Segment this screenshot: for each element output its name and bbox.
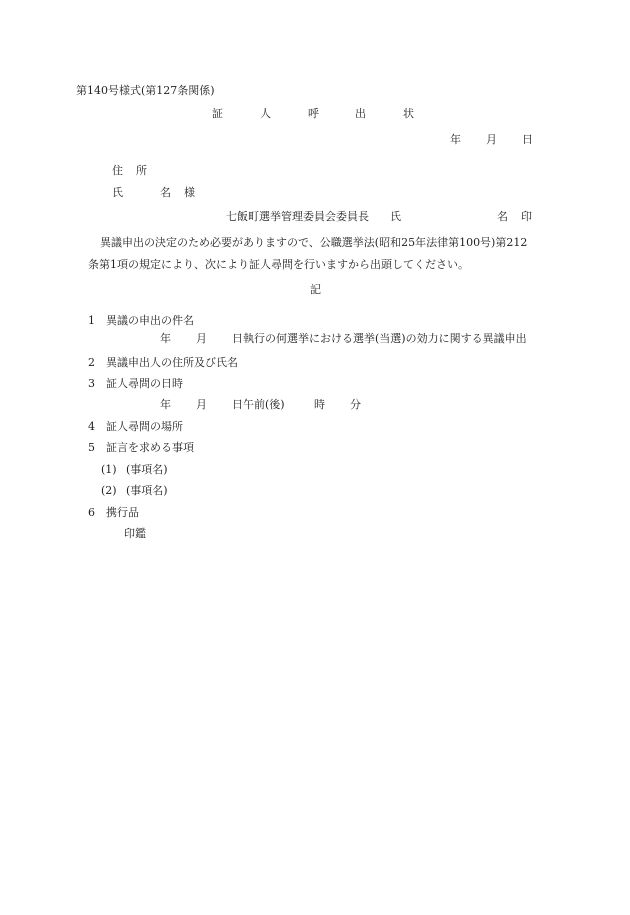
title-char: 証 xyxy=(212,107,223,120)
item-detail: 日午前(後) xyxy=(232,398,285,411)
seal-mark: 印 xyxy=(521,210,532,223)
name-label: 名 xyxy=(160,186,171,199)
item-label: 異議の申出の件名 xyxy=(106,314,194,327)
item-detail: 印鑑 xyxy=(124,527,146,540)
title-char: 呼 xyxy=(308,107,319,120)
address-label: 所 xyxy=(136,164,147,177)
item-detail: 日執行の何選挙における選挙(当選)の効力に関する異議申出 xyxy=(232,332,527,345)
item-number: 6 xyxy=(88,506,95,519)
item-number: 4 xyxy=(88,420,95,433)
body-line: 異議申出の決定のため必要がありますので、公職選挙法(昭和25年法律第100号)第212 xyxy=(100,236,528,249)
date-month: 月 xyxy=(486,133,497,146)
name-label: 氏 xyxy=(112,186,123,199)
item-label: 異議申出人の住所及び氏名 xyxy=(106,356,238,369)
item-detail: 年 xyxy=(160,332,171,345)
item-detail: 月 xyxy=(196,398,207,411)
item-label: 証人尋問の場所 xyxy=(106,420,183,433)
issuer-name-label: 氏 xyxy=(390,210,401,223)
title-char: 出 xyxy=(355,107,366,120)
sub-item-label: (事項名) xyxy=(126,463,168,476)
address-label: 住 xyxy=(112,164,123,177)
note-heading: 記 xyxy=(310,283,321,296)
sub-item-label: (事項名) xyxy=(126,484,168,497)
issuer-title: 七飯町選挙管理委員会委員長 xyxy=(226,210,369,223)
item-detail: 月 xyxy=(196,332,207,345)
sub-item-number: (1) xyxy=(101,463,117,476)
honorific: 様 xyxy=(184,186,195,199)
item-label: 携行品 xyxy=(106,506,139,519)
title-char: 状 xyxy=(403,107,414,120)
title-char: 人 xyxy=(260,107,271,120)
item-number: 1 xyxy=(88,314,95,327)
form-number: 第140号様式(第127条関係) xyxy=(76,84,215,97)
item-label: 証人尋問の日時 xyxy=(106,377,183,390)
item-number: 2 xyxy=(88,356,95,369)
item-number: 3 xyxy=(88,377,95,390)
item-label: 証言を求める事項 xyxy=(106,441,194,454)
date-year: 年 xyxy=(450,133,461,146)
body-line: 条第1項の規定により、次により証人尋問を行いますから出頭してください。 xyxy=(88,258,469,271)
item-detail: 時 xyxy=(314,398,325,411)
item-detail: 分 xyxy=(350,398,361,411)
item-detail: 年 xyxy=(160,398,171,411)
sub-item-number: (2) xyxy=(101,484,117,497)
date-day: 日 xyxy=(522,133,533,146)
issuer-name-label: 名 xyxy=(497,210,508,223)
item-number: 5 xyxy=(88,441,95,454)
